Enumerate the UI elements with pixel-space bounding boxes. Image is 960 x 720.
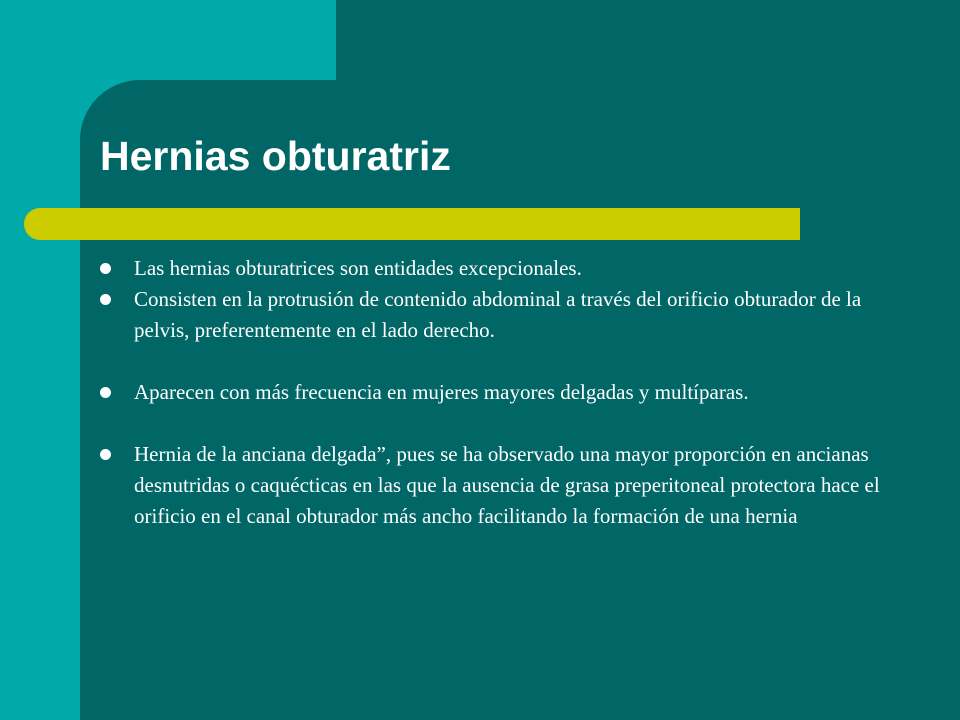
bullet-text: Las hernias obturatrices son entidades excepcionales.	[134, 256, 582, 280]
bullet-item	[98, 253, 898, 284]
slide-title: Hernias obturatriz	[100, 133, 451, 179]
bullet-item	[98, 377, 898, 408]
bullet-dot-icon	[100, 387, 111, 398]
left-color-band	[0, 0, 80, 720]
bullet-dot-icon	[100, 449, 111, 460]
top-color-block	[0, 0, 336, 80]
bullet-text: Consisten en la protrusión de contenido abdominal a través del orificio obturador de la pelvis, preferentemente en el lado derecho.	[134, 287, 862, 342]
bullet-dot-icon	[100, 263, 111, 274]
bullet-list	[98, 253, 898, 532]
bullet-text: Hernia de la anciana delgada”, pues se ha observado una mayor proporción en ancianas desnutridas o caquécticas en las que la ausencia de grasa preperitoneal protectora hace el orificio en el canal obturador más ancho facilitando la formación de una hernia	[134, 442, 880, 528]
bullet-spacer	[98, 408, 898, 439]
bullet-item	[98, 439, 898, 532]
bullet-text: Aparecen con más frecuencia en mujeres mayores delgadas y multíparas.	[134, 380, 749, 404]
title-accent-bar	[24, 208, 800, 240]
bullet-item	[98, 284, 898, 346]
bullet-spacer	[98, 346, 898, 377]
bullet-dot-icon	[100, 294, 111, 305]
